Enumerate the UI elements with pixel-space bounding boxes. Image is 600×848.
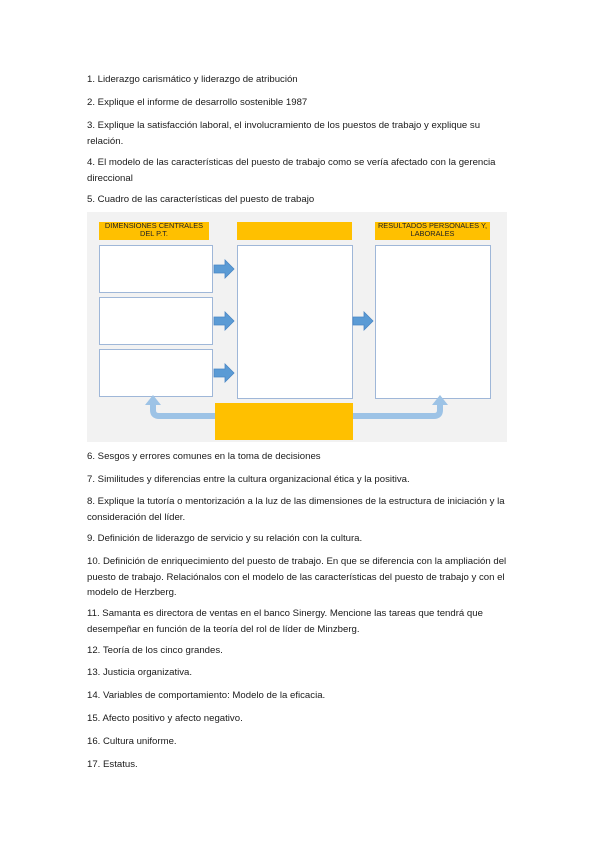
question-1: 1. Liderazgo carismático y liderazgo de atribución	[87, 74, 298, 85]
question-9: 9. Definición de liderazgo de servicio y su relación con la cultura.	[87, 533, 363, 544]
question-11: 11. Samanta es directora de ventas en el banco Sinergy. Mencione las tareas que tendrá que desempeñar en función de la teoría del rol de líder de Minzberg.	[87, 608, 483, 635]
question-3: 3. Explique la satisfacción laboral, el involucramiento de los puestos de trabajo y explique su relación.	[87, 120, 481, 147]
question-15: 15. Afecto positivo y afecto negativo.	[87, 713, 243, 724]
right-header-line2: LABORALES	[410, 229, 455, 238]
moderator-box	[215, 403, 353, 440]
question-16: 16. Cultura uniforme.	[87, 736, 177, 747]
job-characteristics-diagram	[87, 212, 507, 442]
question-14: 14. Variables de comportamiento: Modelo de la eficacia.	[87, 690, 326, 701]
left-header-line1: DIMENSIONES CENTRALES	[104, 221, 204, 230]
question-7: 7. Similitudes y diferencias entre la cultura organizacional ética y la positiva.	[87, 474, 410, 485]
question-8: 8. Explique la tutoría o mentorización a la luz de las dimensiones de la estructura de iniciación y la consideración del líder.	[87, 496, 505, 523]
right-header-line1: RESULTADOS PERSONALES Y,	[377, 221, 488, 230]
question-6: 6. Sesgos y errores comunes en la toma de decisiones	[87, 451, 321, 462]
question-13: 13. Justicia organizativa.	[87, 667, 193, 678]
question-2: 2. Explique el informe de desarrollo sostenible 1987	[87, 97, 308, 108]
question-5: 5. Cuadro de las características del puesto de trabajo	[87, 194, 315, 205]
question-12: 12. Teoría de los cinco grandes.	[87, 645, 223, 656]
left-header-line2: DEL P.T.	[140, 229, 168, 238]
question-4: 4. El modelo de las características del puesto de trabajo como se vería afectado con la gerencia direccional	[87, 157, 496, 184]
question-10: 10. Definición de enriquecimiento del puesto de trabajo. En que se diferencia con la ampliación del puesto de trabajo. Relaciónalos con el modelo de las características del puesto de trabajo y con el modelo de Herzberg.	[87, 556, 507, 598]
question-17: 17. Estatus.	[87, 759, 138, 770]
